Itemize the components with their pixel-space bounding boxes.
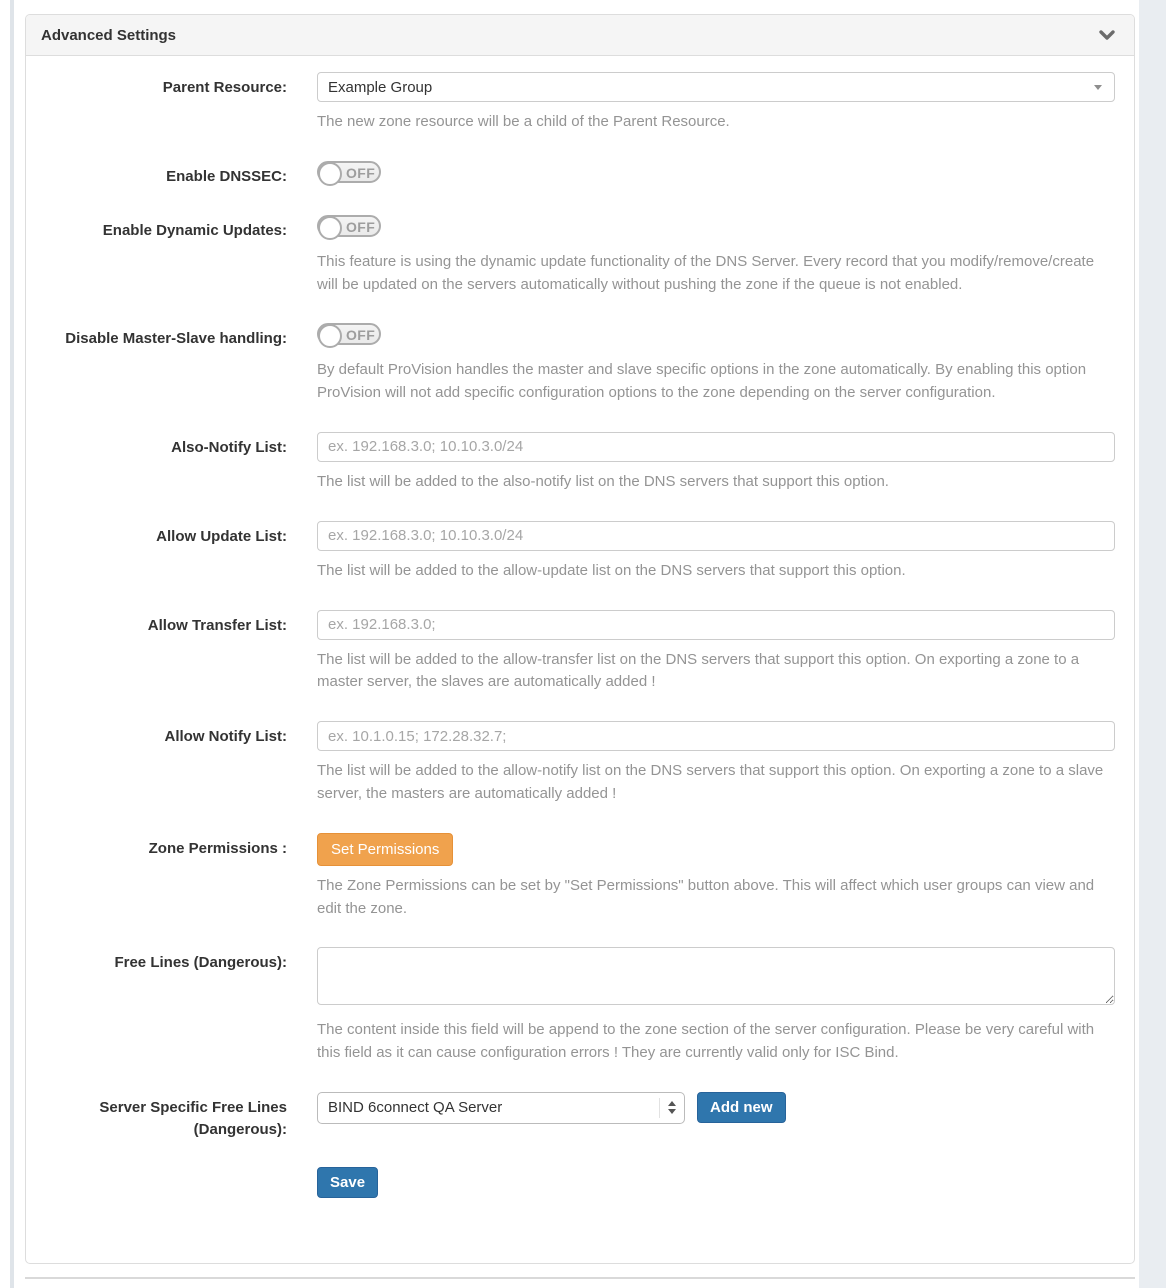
toggle-state-label: OFF (346, 164, 376, 181)
allow-notify-row (47, 721, 1115, 806)
toggle-knob (318, 216, 342, 240)
panel-body (26, 56, 1134, 1198)
toggle-state-label: OFF (346, 218, 376, 235)
toggle-state-label: OFF (346, 327, 376, 344)
set-permissions-button[interactable]: Set Permissions (317, 833, 453, 866)
select-spinner-icon (659, 1098, 676, 1118)
parent-resource-help: The new zone resource will be a child of the Parent Resource. (317, 113, 730, 130)
collapse-chevron-icon[interactable] (1097, 25, 1117, 45)
zone-permissions-row (47, 833, 1115, 921)
zone-permissions-help: The Zone Permissions can be set by "Set Permissions" button above. This will affect which user groups can view and edit the zone. (317, 876, 1095, 917)
allow-notify-label: Allow Notify List: (164, 728, 287, 746)
disable-master-slave-label: Disable Master-Slave handling: (65, 330, 287, 348)
disable-master-slave-help: By default ProVision handles the master and slave specific options in the zone automatically. By enabling this option ProVision will not add specific configuration options to the zone depending on the server configuration. (317, 361, 1087, 402)
disable-master-slave-row (47, 323, 1115, 405)
server-specific-free-lines-label: Server Specific Free Lines (Dangerous): (99, 1098, 287, 1138)
allow-update-help: The list will be added to the allow-update list on the DNS servers that support this option. (317, 561, 906, 579)
left-edge-band (10, 0, 14, 1288)
allow-transfer-help: The list will be added to the allow-transfer list on the DNS servers that support this option. On exporting a zone to a master server, the slaves are automatically added ! (317, 650, 1080, 691)
allow-update-row (47, 521, 1115, 583)
allow-notify-help: The list will be added to the allow-notify list on the DNS servers that support this option. On exporting a zone to a slave server, the masters are automatically added ! (317, 762, 1104, 802)
free-lines-row (47, 947, 1115, 1065)
add-new-button[interactable]: Add new (697, 1092, 786, 1123)
also-notify-help: The list will be added to the also-notify list on the DNS servers that support this option. (317, 472, 889, 490)
zone-permissions-label: Zone Permissions : (148, 839, 287, 857)
enable-dynamic-updates-toggle[interactable] (317, 215, 381, 237)
allow-update-label: Allow Update List: (156, 527, 287, 545)
also-notify-input[interactable] (317, 432, 1115, 462)
enable-dynamic-updates-label: Enable Dynamic Updates: (102, 221, 287, 239)
parent-resource-value: Example Group (328, 78, 433, 96)
advanced-settings-panel (25, 14, 1135, 1264)
free-lines-label: Free Lines (Dangerous): (114, 954, 287, 972)
allow-notify-input[interactable] (317, 721, 1115, 751)
panel-header (26, 15, 1134, 56)
disable-master-slave-toggle[interactable] (317, 323, 381, 345)
free-lines-textarea[interactable] (317, 947, 1115, 1005)
server-select[interactable] (317, 1092, 685, 1124)
parent-resource-row (47, 72, 1115, 134)
allow-update-input[interactable] (317, 521, 1115, 551)
save-button[interactable]: Save (317, 1167, 378, 1198)
allow-transfer-row (47, 610, 1115, 695)
server-select-value: BIND 6connect QA Server (328, 1099, 503, 1117)
enable-dynamic-updates-row (47, 215, 1115, 297)
server-specific-free-lines-row (47, 1092, 1115, 1141)
chevron-down-icon (1094, 85, 1102, 90)
panel-title: Advanced Settings (41, 26, 177, 44)
allow-transfer-label: Allow Transfer List: (147, 616, 287, 634)
free-lines-help: The content inside this field will be append to the zone section of the server configuration. Please be very careful with this field as it can cause configuration errors ! They are currently valid only for ISC Bind. (317, 1021, 1095, 1062)
also-notify-row (47, 432, 1115, 494)
enable-dynamic-updates-help: This feature is using the dynamic update functionality of the DNS Server. Every record that you modify/remove/create will be updated on the servers automatically without pushing the zone if the queue is not enabled. (317, 252, 1095, 293)
toggle-knob (318, 324, 342, 348)
allow-transfer-input[interactable] (317, 610, 1115, 640)
enable-dnssec-label: Enable DNSSEC: (166, 167, 287, 185)
parent-resource-select[interactable] (317, 72, 1115, 102)
right-edge-band (1139, 0, 1166, 1288)
also-notify-label: Also-Notify List: (171, 438, 287, 456)
save-row (47, 1167, 1115, 1198)
enable-dnssec-toggle[interactable] (317, 161, 381, 183)
bottom-divider (25, 1277, 1135, 1279)
toggle-knob (318, 162, 342, 186)
parent-resource-label: Parent Resource: (162, 79, 287, 96)
enable-dnssec-row (47, 161, 1115, 188)
